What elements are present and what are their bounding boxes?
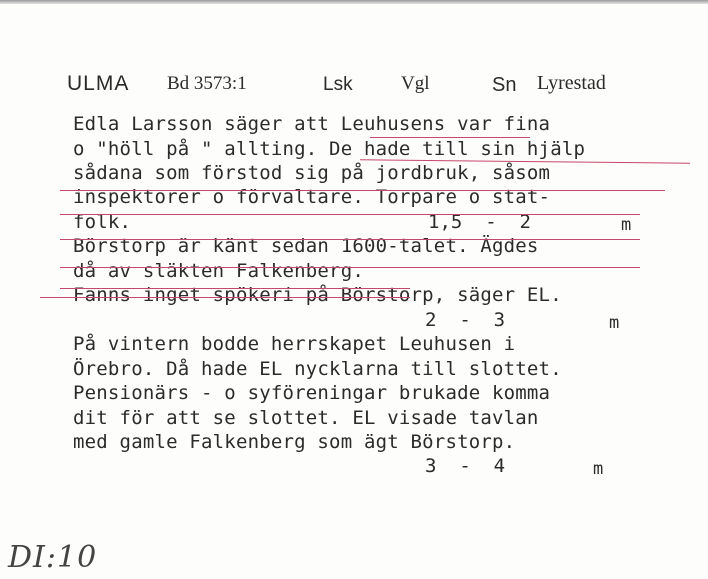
- card-top-edge: [0, 0, 708, 4]
- parish-label: Sn: [492, 74, 517, 96]
- handwritten-signature: DI:10: [8, 540, 98, 575]
- text-line: med gamle Falkenberg som ägt Börstorp.: [73, 431, 516, 453]
- parish-name: Lyrestad: [537, 72, 606, 94]
- text-line: o "höll på " allting. De hade till sin hjälp: [73, 138, 586, 160]
- text-line: Börstorp är känt sedan 1600-talet. Ägdes: [73, 235, 539, 257]
- underline-mark: [60, 214, 640, 215]
- underline-mark: [40, 297, 410, 298]
- county-code: Vgl: [401, 73, 430, 94]
- distance-unit: m: [621, 215, 632, 235]
- distance-range: 2 - 3: [425, 309, 506, 331]
- underline-mark: [60, 239, 640, 240]
- text-line: På vintern bodde herrskapet Leuhusen i: [73, 333, 516, 355]
- text-line: inspektorer o förvaltare. Torpare o stat-: [73, 186, 551, 208]
- distance-unit: m: [609, 313, 620, 333]
- underline-mark: [60, 267, 640, 268]
- archive-name: ULMA: [67, 72, 130, 95]
- text-line: Pensionärs - o syföreningar brukade komma: [73, 382, 551, 404]
- volume-number: Bd 3573:1: [167, 73, 247, 94]
- text-line: då av släkten Falkenberg.: [73, 260, 364, 282]
- landskap-label: Lsk: [323, 74, 353, 95]
- underline-mark: [60, 190, 665, 191]
- underline-mark: [370, 137, 530, 138]
- text-line: Edla Larsson säger att Leuhusens var fina: [73, 113, 551, 135]
- text-line: dit för att se slottet. EL visade tavlan: [73, 407, 539, 429]
- underline-mark: [60, 288, 410, 289]
- text-line: Örebro. Då hade EL nycklarna till slottet.: [73, 358, 562, 380]
- distance-unit: m: [593, 459, 604, 479]
- text-line: sådana som förstod sig på jordbruk, såsom: [73, 162, 551, 184]
- text-line: folk.: [73, 211, 132, 233]
- text-line: Fanns inget spökeri på Börstorp, säger EL.: [73, 284, 562, 306]
- card-header: [67, 70, 667, 100]
- distance-range: 1,5 - 2: [428, 211, 531, 233]
- distance-range: 3 - 4: [425, 455, 506, 477]
